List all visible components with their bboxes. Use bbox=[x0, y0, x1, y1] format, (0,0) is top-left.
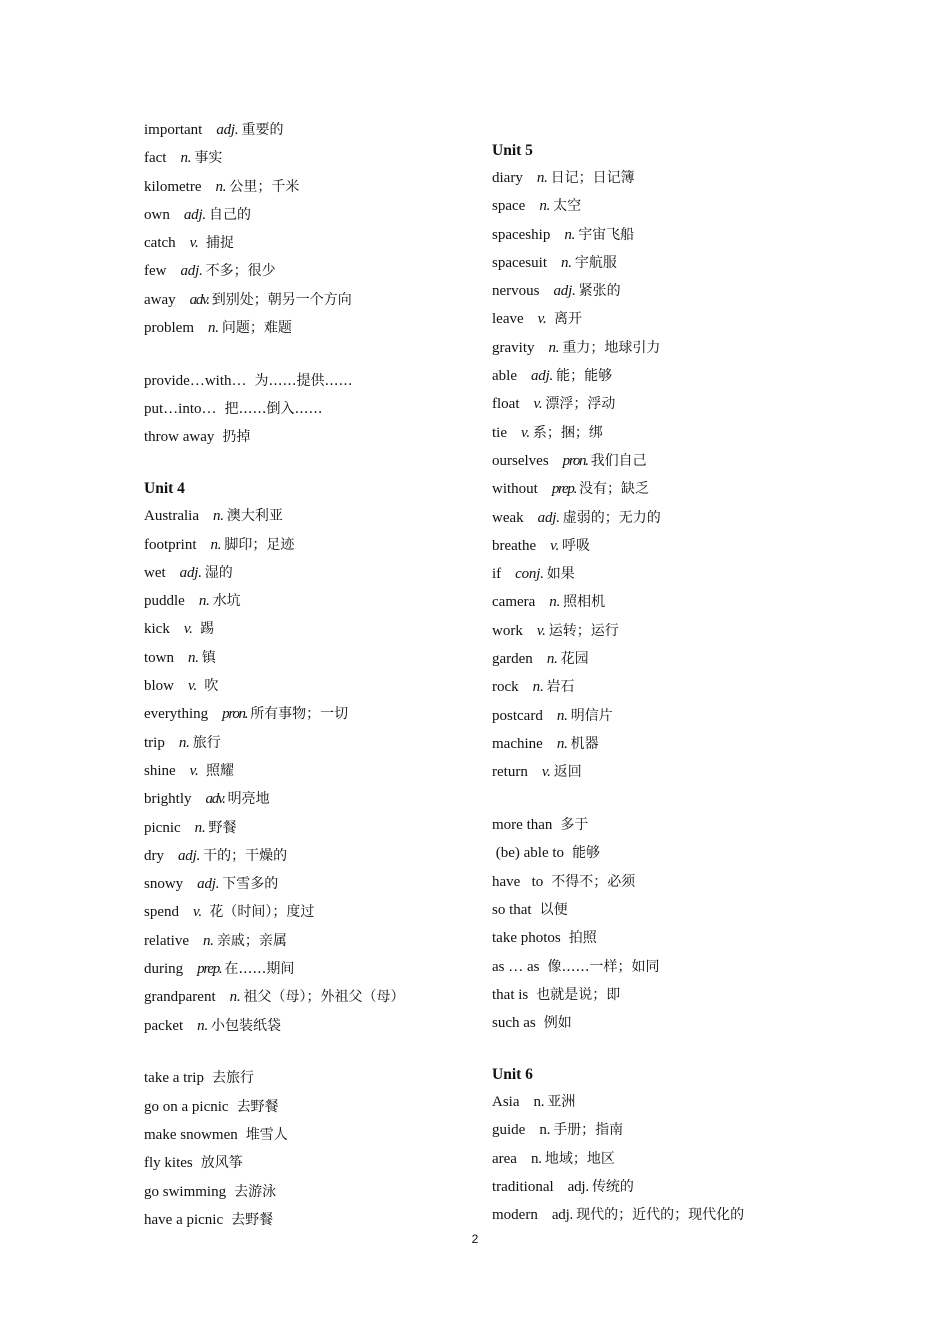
part-of-speech: v. bbox=[537, 311, 547, 328]
part-of-speech: v. bbox=[536, 622, 546, 639]
vocab-word: town bbox=[144, 649, 174, 666]
part-of-speech: pron. bbox=[222, 706, 248, 723]
chinese-meaning: 澳大利亚 bbox=[226, 508, 283, 525]
part-of-speech: n. bbox=[532, 679, 544, 696]
vocab-entry bbox=[144, 729, 474, 757]
part-of-speech: v. bbox=[189, 762, 199, 779]
phrase-meaning: 去野餐 bbox=[236, 1098, 279, 1115]
chinese-meaning: 亚洲 bbox=[547, 1093, 576, 1110]
vocab-word: postcard bbox=[492, 707, 543, 724]
vocab-entry bbox=[144, 314, 474, 342]
part-of-speech: v. bbox=[189, 235, 199, 252]
part-of-speech: prep. bbox=[551, 481, 577, 498]
vocab-entry bbox=[144, 898, 474, 926]
chinese-meaning: 宇宙飞船 bbox=[578, 226, 635, 243]
vocab-entry bbox=[144, 757, 474, 785]
vocab-word: guide bbox=[492, 1122, 526, 1139]
chinese-meaning: 返回 bbox=[553, 764, 582, 781]
vocab-word: kick bbox=[144, 621, 170, 638]
part-of-speech: n. bbox=[546, 651, 558, 668]
part-of-speech: n. bbox=[198, 593, 210, 610]
vocab-word: breathe bbox=[492, 537, 537, 554]
vocab-entry bbox=[492, 475, 822, 503]
vocab-word: picnic bbox=[144, 819, 181, 836]
chinese-meaning: 呼吸 bbox=[562, 537, 591, 554]
part-of-speech: adj. bbox=[179, 564, 202, 581]
phrase-entry bbox=[492, 1009, 822, 1037]
chinese-meaning: 问题；难题 bbox=[221, 320, 292, 337]
vocab-entry bbox=[144, 785, 474, 813]
vocab-word: own bbox=[144, 206, 170, 223]
part-of-speech: pron. bbox=[562, 452, 588, 469]
part-of-speech: n. bbox=[178, 734, 190, 751]
spacer bbox=[492, 787, 822, 812]
vocab-word: traditional bbox=[492, 1178, 554, 1195]
part-of-speech: n. bbox=[208, 320, 219, 337]
part-of-speech: adj. bbox=[197, 876, 220, 893]
vocab-word: kilometre bbox=[144, 178, 202, 195]
chinese-meaning: 小包装纸袋 bbox=[211, 1017, 281, 1034]
chinese-meaning: 重力；地球引力 bbox=[562, 339, 661, 356]
chinese-meaning: 我们自己 bbox=[590, 452, 647, 469]
vocab-word: float bbox=[492, 396, 520, 413]
phrase-text: take photos bbox=[492, 930, 561, 947]
part-of-speech: n. bbox=[180, 150, 192, 167]
phrase-text: have to bbox=[492, 873, 544, 890]
part-of-speech: adj. bbox=[537, 509, 560, 526]
vocab-word: gravity bbox=[492, 339, 535, 356]
phrase-meaning: 能够 bbox=[572, 845, 601, 862]
chinese-meaning: 水坑 bbox=[212, 593, 241, 610]
chinese-meaning: 湿的 bbox=[204, 564, 233, 581]
chinese-meaning: 离开 bbox=[549, 311, 582, 328]
phrase-meaning: 把……倒入…… bbox=[224, 401, 323, 418]
vocab-word: diary bbox=[492, 170, 523, 186]
chinese-meaning: 现代的；近代的；现代化的 bbox=[576, 1207, 745, 1224]
vocab-word: shine bbox=[144, 762, 176, 779]
vocab-word: catch bbox=[144, 235, 176, 252]
vocab-entry bbox=[492, 504, 822, 532]
vocab-entry bbox=[492, 249, 822, 277]
part-of-speech: n. bbox=[197, 1017, 208, 1034]
phrase-text: such as bbox=[492, 1015, 536, 1032]
vocab-word: area bbox=[492, 1150, 517, 1167]
vocab-entry bbox=[144, 814, 474, 842]
chinese-meaning: 能；能够 bbox=[556, 368, 613, 385]
vocab-entry bbox=[492, 390, 822, 418]
phrase-meaning: 以便 bbox=[539, 901, 568, 918]
page-number: 2 bbox=[471, 1232, 479, 1246]
vocab-entry bbox=[144, 559, 474, 587]
vocab-entry bbox=[144, 116, 474, 144]
chinese-meaning: 干的；干燥的 bbox=[203, 847, 288, 864]
spacer bbox=[144, 342, 474, 367]
right-column bbox=[492, 116, 822, 1229]
chinese-meaning: 捕捉 bbox=[201, 235, 234, 252]
part-of-speech: n. bbox=[210, 536, 222, 553]
vocab-word: if bbox=[492, 566, 502, 583]
chinese-meaning: 照耀 bbox=[201, 762, 235, 779]
chinese-meaning: 日记；日记簿 bbox=[550, 170, 635, 186]
phrase-entry bbox=[144, 1149, 474, 1177]
vocab-word: Asia bbox=[492, 1093, 520, 1110]
chinese-meaning: 花（时间）；度过 bbox=[204, 904, 315, 921]
phrase-meaning: 去游泳 bbox=[234, 1183, 277, 1200]
part-of-speech: adj. bbox=[530, 368, 554, 385]
vocab-word: modern bbox=[492, 1207, 538, 1224]
vocab-entry bbox=[492, 221, 822, 249]
vocab-entry bbox=[144, 615, 474, 643]
vocab-word: problem bbox=[144, 320, 194, 337]
vocab-entry bbox=[144, 144, 474, 172]
vocab-entry bbox=[492, 164, 822, 192]
phrase-meaning: 去野餐 bbox=[231, 1211, 274, 1228]
phrase-text: that is bbox=[492, 986, 529, 1003]
phrase-entry bbox=[492, 839, 822, 867]
part-of-speech: adv. bbox=[189, 291, 209, 308]
phrase-entry bbox=[492, 896, 822, 924]
phrase-text: make snowmen bbox=[144, 1127, 238, 1143]
part-of-speech: prep. bbox=[197, 961, 222, 978]
vocab-word: machine bbox=[492, 735, 543, 752]
part-of-speech: n. bbox=[539, 1122, 551, 1139]
vocab-word: garden bbox=[492, 651, 533, 668]
part-of-speech: n. bbox=[533, 1093, 545, 1110]
phrase-meaning: 去旅行 bbox=[211, 1070, 254, 1087]
chinese-meaning: 重要的 bbox=[241, 122, 284, 138]
vocab-entry bbox=[144, 955, 474, 983]
phrase-meaning: 扔掉 bbox=[222, 429, 251, 446]
unit-heading: Unit 4 bbox=[144, 480, 185, 498]
chinese-meaning: 机器 bbox=[570, 735, 599, 752]
part-of-speech: n. bbox=[556, 707, 568, 724]
vocab-entry bbox=[492, 532, 822, 560]
unit-heading: Unit 6 bbox=[492, 1065, 533, 1083]
vocab-word: footprint bbox=[144, 536, 197, 553]
chinese-meaning: 花园 bbox=[560, 651, 589, 668]
vocab-entry bbox=[492, 588, 822, 616]
vocab-entry bbox=[492, 277, 822, 305]
vocab-word: puddle bbox=[144, 593, 185, 610]
vocab-word: packet bbox=[144, 1017, 184, 1034]
vocab-word: spaceship bbox=[492, 226, 551, 243]
phrase-meaning: 例如 bbox=[543, 1015, 572, 1032]
phrase-text: more than bbox=[492, 817, 553, 834]
vocab-entry bbox=[492, 1173, 822, 1201]
vocab-word: rock bbox=[492, 679, 519, 696]
part-of-speech: v. bbox=[533, 396, 543, 413]
vocab-entry bbox=[144, 173, 474, 201]
chinese-meaning: 野餐 bbox=[208, 819, 237, 836]
vocab-entry bbox=[144, 927, 474, 955]
phrase-text: take a trip bbox=[144, 1070, 204, 1087]
phrase-meaning: 多于 bbox=[560, 817, 589, 834]
vocab-entry bbox=[492, 560, 822, 588]
vocab-entry bbox=[492, 334, 822, 362]
vocab-word: space bbox=[492, 198, 526, 215]
vocab-word: trip bbox=[144, 734, 165, 751]
part-of-speech: n. bbox=[215, 178, 227, 195]
part-of-speech: v. bbox=[541, 764, 551, 781]
chinese-meaning: 祖父（母）；外祖父（母） bbox=[243, 989, 405, 1006]
part-of-speech: n. bbox=[202, 932, 214, 949]
vocab-word: wet bbox=[144, 564, 166, 581]
part-of-speech: n. bbox=[548, 339, 560, 356]
chinese-meaning: 系；捆；绑 bbox=[532, 424, 603, 441]
chinese-meaning: 岩石 bbox=[546, 679, 575, 696]
chinese-meaning: 事实 bbox=[194, 150, 223, 167]
vocab-word: during bbox=[144, 961, 184, 978]
left-column bbox=[144, 116, 474, 1234]
spacer bbox=[144, 452, 474, 477]
vocab-word: few bbox=[144, 263, 167, 280]
chinese-meaning: 运转；运行 bbox=[548, 622, 619, 639]
chinese-meaning: 不多；很少 bbox=[205, 263, 276, 280]
part-of-speech: v. bbox=[193, 904, 202, 921]
part-of-speech: adj. bbox=[553, 283, 576, 300]
part-of-speech: adv. bbox=[205, 791, 225, 808]
vocab-word: spacesuit bbox=[492, 254, 547, 271]
part-of-speech: v. bbox=[550, 537, 560, 554]
part-of-speech: n. bbox=[556, 735, 568, 752]
part-of-speech: conj. bbox=[515, 566, 544, 583]
vocab-word: everything bbox=[144, 706, 209, 723]
chinese-meaning: 宇航服 bbox=[574, 254, 617, 271]
part-of-speech: n. bbox=[530, 1150, 542, 1167]
vocab-entry bbox=[492, 673, 822, 701]
vocab-entry bbox=[144, 672, 474, 700]
vocab-word: able bbox=[492, 368, 517, 385]
part-of-speech: adj. bbox=[567, 1178, 589, 1195]
chinese-meaning: 公里；千米 bbox=[229, 178, 300, 195]
part-of-speech: v. bbox=[521, 424, 530, 441]
phrase-entry bbox=[144, 423, 474, 451]
vocab-word: work bbox=[492, 622, 523, 639]
phrase-entry bbox=[492, 811, 822, 839]
vocab-entry bbox=[144, 983, 474, 1011]
vocab-word: return bbox=[492, 764, 528, 781]
part-of-speech: adj. bbox=[183, 206, 206, 223]
part-of-speech: v. bbox=[183, 621, 193, 638]
part-of-speech: adj. bbox=[551, 1207, 574, 1224]
vocab-entry bbox=[492, 419, 822, 447]
chinese-meaning: 吹 bbox=[199, 678, 219, 695]
vocab-entry bbox=[492, 192, 822, 220]
part-of-speech: n. bbox=[560, 254, 572, 271]
vocab-entry bbox=[144, 644, 474, 672]
vocab-word: important bbox=[144, 122, 203, 138]
chinese-meaning: 手册；指南 bbox=[553, 1122, 624, 1139]
vocab-entry bbox=[492, 758, 822, 786]
part-of-speech: n. bbox=[536, 170, 548, 186]
phrase-entry bbox=[144, 395, 474, 423]
spacer bbox=[492, 1037, 822, 1062]
phrase-meaning: 不得不；必须 bbox=[551, 873, 636, 890]
part-of-speech: n. bbox=[188, 649, 199, 666]
vocab-word: dry bbox=[144, 847, 164, 864]
phrase-text: throw away bbox=[144, 429, 215, 446]
vocab-entry bbox=[144, 870, 474, 898]
vocab-entry bbox=[144, 700, 474, 728]
chinese-meaning: 传统的 bbox=[591, 1178, 634, 1195]
chinese-meaning: 地域；地区 bbox=[544, 1150, 615, 1167]
vocab-entry bbox=[144, 587, 474, 615]
vocab-entry bbox=[492, 730, 822, 758]
chinese-meaning: 没有；缺乏 bbox=[579, 481, 650, 498]
chinese-meaning: 漂浮；浮动 bbox=[545, 396, 616, 413]
chinese-meaning: 旅行 bbox=[192, 734, 221, 751]
chinese-meaning: 到别处；朝另一个方向 bbox=[211, 291, 352, 308]
vocab-entry bbox=[144, 286, 474, 314]
phrase-text: so that bbox=[492, 901, 532, 918]
vocab-entry bbox=[144, 257, 474, 285]
vocab-entry bbox=[144, 201, 474, 229]
chinese-meaning: 虚弱的；无力的 bbox=[562, 509, 661, 526]
part-of-speech: n. bbox=[549, 594, 561, 611]
phrase-text: go on a picnic bbox=[144, 1098, 229, 1115]
vocab-word: ourselves bbox=[492, 452, 549, 469]
part-of-speech: v. bbox=[188, 678, 197, 695]
vocab-entry bbox=[492, 645, 822, 673]
phrase-text: as … as bbox=[492, 958, 540, 975]
vocab-entry bbox=[492, 362, 822, 390]
chinese-meaning: 太空 bbox=[553, 198, 582, 215]
chinese-meaning: 所有事物；一切 bbox=[250, 706, 349, 723]
vocab-word: spend bbox=[144, 904, 179, 921]
chinese-meaning: 镇 bbox=[201, 649, 216, 666]
chinese-meaning: 明信片 bbox=[570, 707, 613, 724]
part-of-speech: n. bbox=[229, 989, 241, 1006]
spacer bbox=[144, 1040, 474, 1065]
part-of-speech: n. bbox=[564, 226, 576, 243]
phrase-entry bbox=[492, 868, 822, 896]
phrase-text: provide…with… bbox=[144, 372, 247, 389]
vocab-entry bbox=[492, 1088, 822, 1116]
phrase-meaning: 也就是说；即 bbox=[536, 986, 621, 1003]
vocab-entry bbox=[144, 502, 474, 530]
phrase-text: (be) able to bbox=[492, 845, 565, 862]
phrase-entry bbox=[144, 1064, 474, 1092]
vocab-word: weak bbox=[492, 509, 524, 526]
vocab-entry bbox=[492, 1116, 822, 1144]
vocab-entry bbox=[144, 229, 474, 257]
vocab-word: without bbox=[492, 481, 538, 498]
phrase-meaning: 拍照 bbox=[568, 930, 597, 947]
vocab-entry bbox=[144, 1012, 474, 1040]
vocab-word: Australia bbox=[144, 508, 199, 525]
phrase-text: go swimming bbox=[144, 1183, 227, 1200]
vocab-word: blow bbox=[144, 678, 174, 695]
chinese-meaning: 照相机 bbox=[563, 594, 606, 611]
vocab-word: away bbox=[144, 291, 176, 308]
phrase-meaning: 为……提供…… bbox=[254, 372, 353, 389]
chinese-meaning: 明亮地 bbox=[227, 791, 270, 808]
vocab-word: grandparent bbox=[144, 989, 216, 1006]
vocab-word: tie bbox=[492, 424, 507, 441]
part-of-speech: adj. bbox=[180, 263, 203, 280]
phrase-entry bbox=[144, 1178, 474, 1206]
vocab-entry bbox=[492, 305, 822, 333]
chinese-meaning: 亲戚；亲属 bbox=[216, 932, 287, 949]
part-of-speech: adj. bbox=[216, 122, 239, 138]
vocab-word: brightly bbox=[144, 791, 192, 808]
phrase-text: put…into… bbox=[144, 401, 217, 418]
chinese-meaning: 脚印；足迹 bbox=[224, 536, 295, 553]
vocab-word: nervous bbox=[492, 283, 540, 300]
chinese-meaning: 自己的 bbox=[208, 206, 251, 223]
chinese-meaning: 在……期间 bbox=[224, 961, 295, 978]
chinese-meaning: 如果 bbox=[546, 566, 575, 583]
vocab-entry bbox=[144, 842, 474, 870]
phrase-entry bbox=[144, 367, 474, 395]
vocab-word: snowy bbox=[144, 876, 184, 893]
chinese-meaning: 下雪多的 bbox=[222, 876, 279, 893]
phrase-entry bbox=[144, 1121, 474, 1149]
part-of-speech: n. bbox=[212, 508, 224, 525]
phrase-text: fly kites bbox=[144, 1155, 193, 1172]
vocab-entry bbox=[492, 702, 822, 730]
phrase-entry bbox=[492, 953, 822, 981]
vocab-entry bbox=[144, 531, 474, 559]
vocab-word: fact bbox=[144, 150, 167, 167]
part-of-speech: n. bbox=[539, 198, 551, 215]
phrase-entry bbox=[144, 1206, 474, 1234]
part-of-speech: n. bbox=[194, 819, 206, 836]
phrase-meaning: 像……一样；如同 bbox=[547, 958, 660, 975]
phrase-meaning: 堆雪人 bbox=[245, 1127, 288, 1143]
vocab-word: relative bbox=[144, 932, 189, 949]
vocab-entry bbox=[492, 617, 822, 645]
phrase-entry bbox=[492, 924, 822, 952]
vocab-word: camera bbox=[492, 594, 536, 611]
vocab-word: leave bbox=[492, 311, 524, 328]
chinese-meaning: 紧张的 bbox=[578, 283, 621, 300]
phrase-meaning: 放风筝 bbox=[200, 1155, 243, 1172]
vocab-entry bbox=[492, 447, 822, 475]
phrase-text: have a picnic bbox=[144, 1211, 224, 1228]
vocab-entry bbox=[492, 1145, 822, 1173]
phrase-entry bbox=[144, 1093, 474, 1121]
unit-heading: Unit 5 bbox=[492, 142, 533, 159]
part-of-speech: adj. bbox=[178, 847, 201, 864]
chinese-meaning: 踢 bbox=[195, 621, 215, 638]
vocab-entry bbox=[492, 1201, 822, 1229]
phrase-entry bbox=[492, 981, 822, 1009]
